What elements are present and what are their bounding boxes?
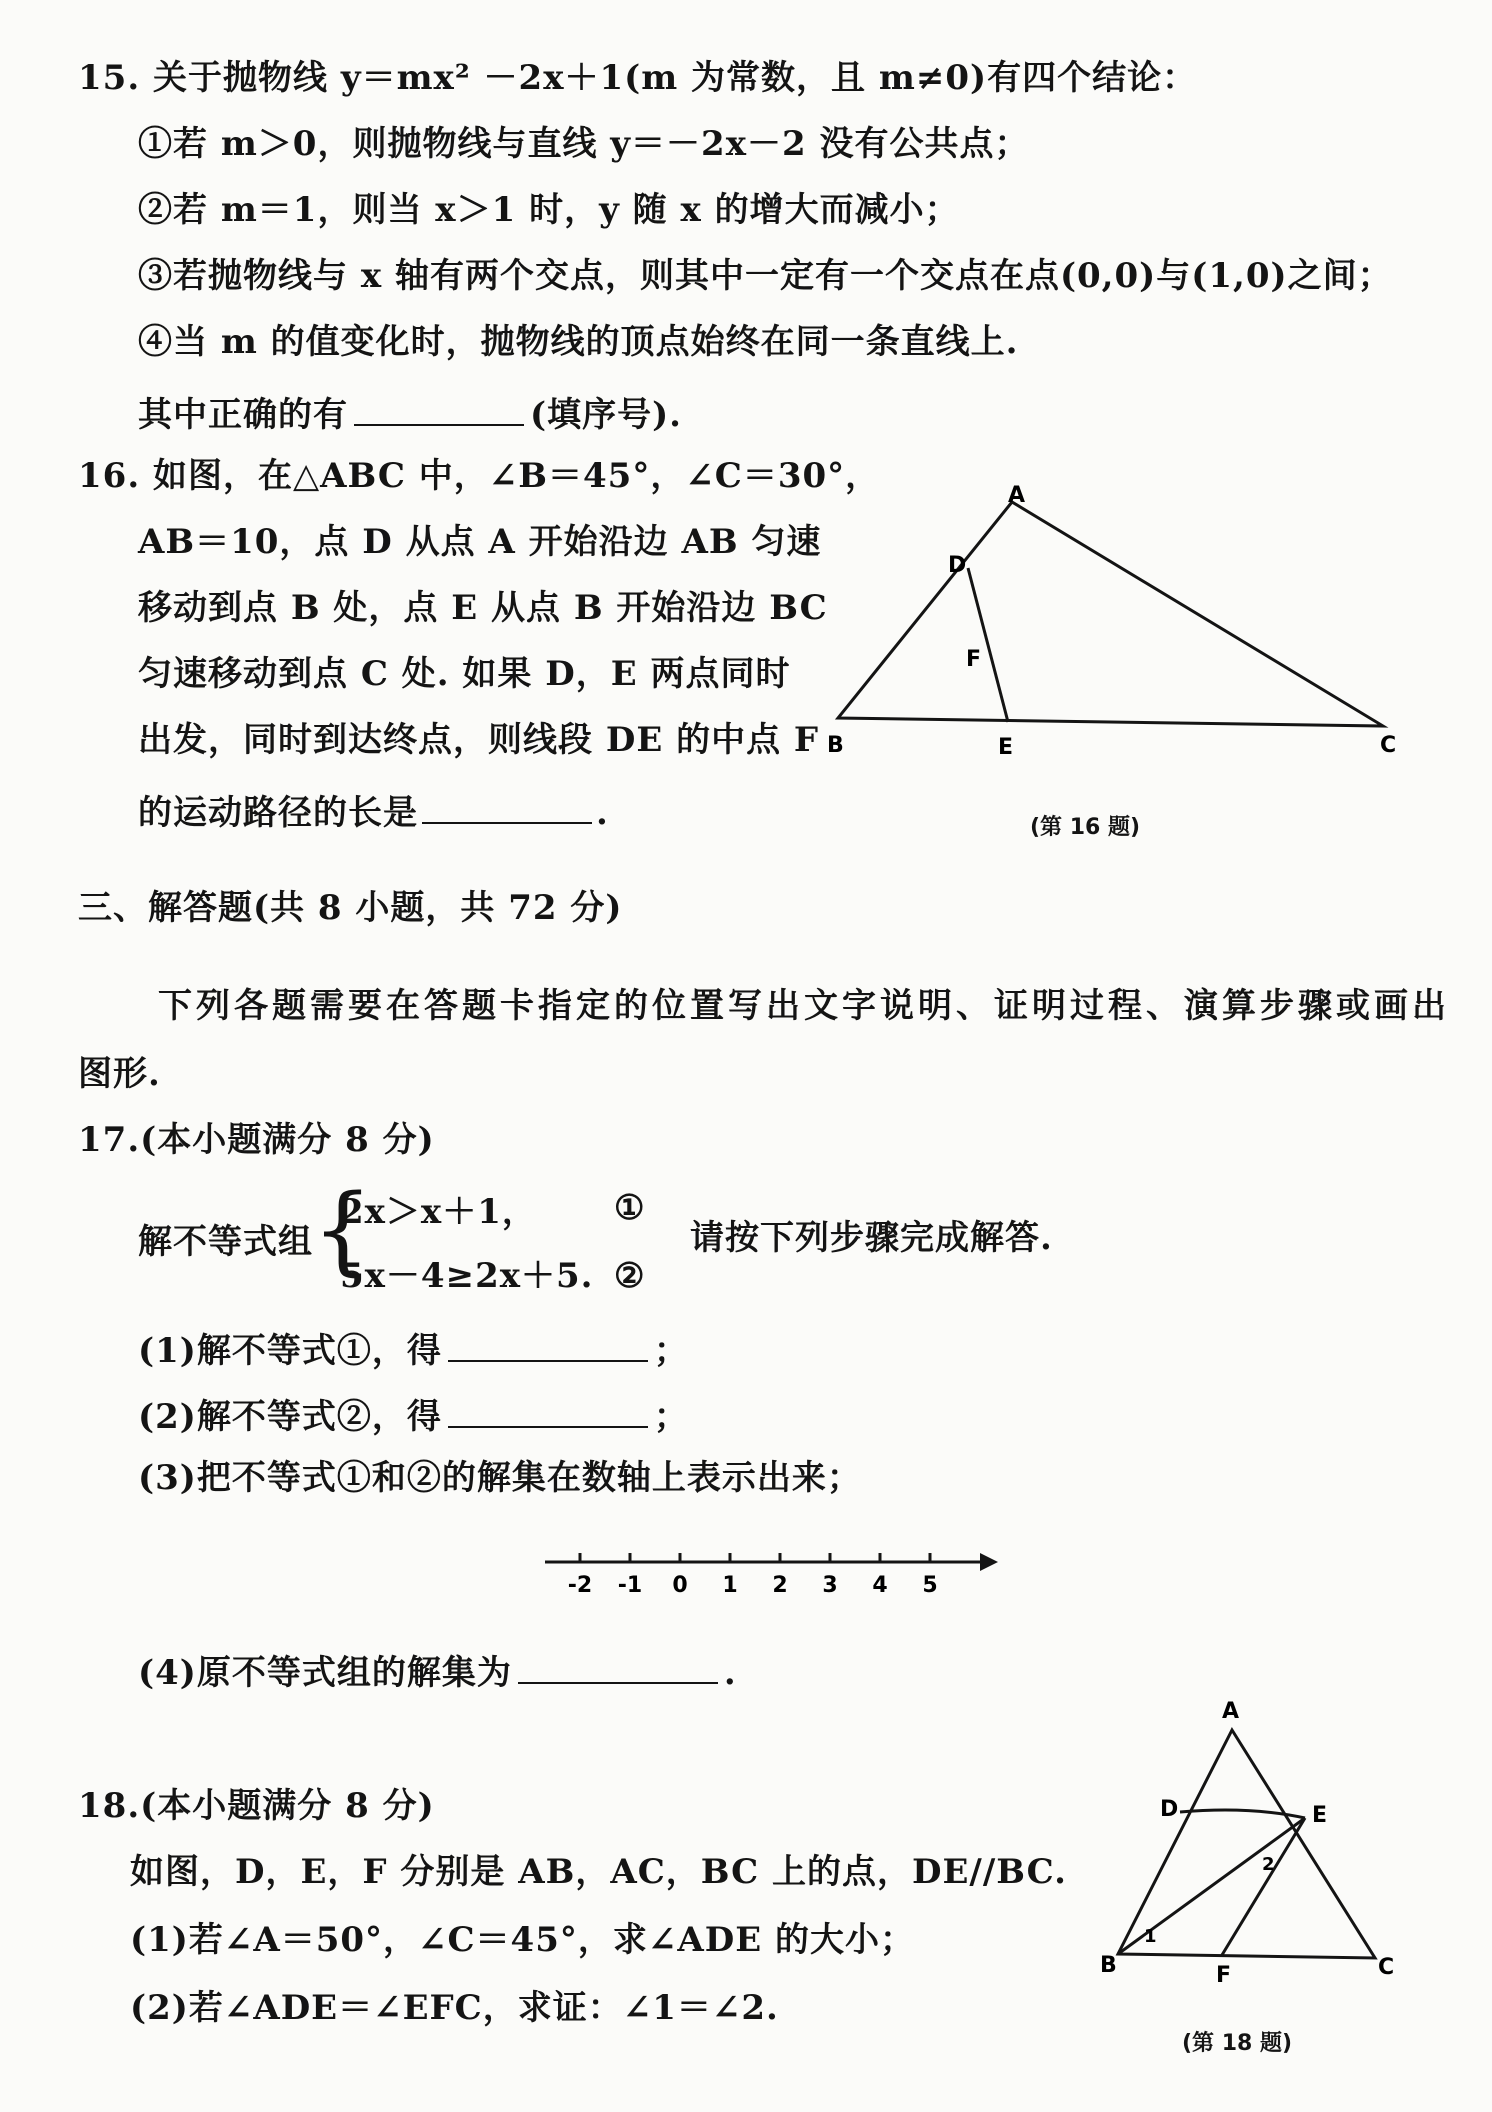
q17-axis-tick-label: -1	[617, 1573, 643, 1598]
q17-step-4-text: (4)原不等式组的解集为	[138, 1653, 512, 1693]
q17-axis-tick-label: 4	[872, 1573, 888, 1598]
q18-label-c: C	[1378, 1955, 1395, 1980]
section3-intro-line-2: 图形.	[78, 1054, 161, 1094]
q18-line-3: (2)若∠ADE＝∠EFC，求证：∠1＝∠2.	[130, 1988, 779, 2028]
q16-label-c: C	[1380, 733, 1397, 758]
q15-ask-suffix: (填序号).	[530, 395, 683, 435]
q18-line-1: 如图，D，E，F 分别是 AB，AC，BC 上的点，DE//BC.	[130, 1852, 1067, 1892]
q18-figure-caption: (第 18 题)	[1182, 2031, 1293, 2056]
q17-brace: {	[312, 1174, 374, 1286]
q17-step-1-text: (1)解不等式①，得	[138, 1331, 442, 1371]
q17-step-3: (3)把不等式①和②的解集在数轴上表示出来；	[138, 1458, 862, 1498]
q15-conclusion-2: ②若 m＝1，则当 x＞1 时，y 随 x 的增大而减小；	[138, 190, 960, 230]
q16-label-b: B	[827, 733, 844, 758]
q17-step-1-semicolon: ；	[653, 1331, 689, 1371]
q16-ask-suffix: .	[596, 793, 609, 833]
q17-step-2-text: (2)解不等式②，得	[138, 1397, 442, 1437]
q15-conclusion-3: ③若抛物线与 x 轴有两个交点，则其中一定有一个交点在点(0,0)与(1,0)之间；	[138, 256, 1393, 296]
q18-label-a: A	[1222, 1699, 1240, 1724]
q17-step-4-period: .	[723, 1653, 737, 1693]
q16-line-5: 出发，同时到达终点，则线段 DE 的中点 F	[138, 720, 820, 760]
q16-label-e: E	[998, 735, 1014, 760]
q16-ask-text: 的运动路径的长是	[138, 793, 418, 833]
q16-label-a: A	[1008, 483, 1026, 508]
q17-tag-2: ②	[614, 1256, 646, 1296]
q18-segment-ef	[1222, 1818, 1305, 1955]
q17-axis-tick-label: 0	[672, 1573, 688, 1598]
q16-line-2: AB＝10，点 D 从点 A 开始沿边 AB 匀速	[138, 522, 822, 562]
q17-axis-tick-label: 5	[922, 1573, 938, 1598]
q15-conclusion-4: ④当 m 的值变化时，抛物线的顶点始终在同一条直线上.	[138, 322, 1019, 362]
q17-solve-label: 解不等式组	[138, 1222, 313, 1262]
q16-label-f: F	[966, 647, 982, 672]
q18-label-b: B	[1100, 1953, 1117, 1978]
q18-label-d: D	[1160, 1797, 1179, 1822]
q15-conclusion-1: ①若 m＞0，则抛物线与直线 y＝－2x－2 没有公共点；	[138, 124, 1030, 164]
q15-stem: 15. 关于抛物线 y＝mx² －2x＋1(m 为常数，且 m≠0)有四个结论：	[78, 58, 1198, 98]
section3-title: 三、解答题(共 8 小题，共 72 分)	[78, 888, 623, 928]
q17-tag-1: ①	[614, 1188, 646, 1228]
q17-inequality-2: 5x－4≥2x＋5.	[340, 1256, 594, 1296]
q18-angle-1: 1	[1144, 1926, 1157, 1947]
q17-axis-tick-label: 2	[772, 1573, 788, 1598]
q17-axis-tick-label: 1	[722, 1573, 738, 1598]
q18-label-f: F	[1216, 1963, 1232, 1988]
q18-header: 18.(本小题满分 8 分)	[78, 1786, 435, 1826]
q17-axis-tick-label: 3	[822, 1573, 838, 1598]
q18-line-2: (1)若∠A＝50°，∠C＝45°，求∠ADE 的大小；	[130, 1920, 915, 1960]
q18-label-e: E	[1312, 1803, 1328, 1828]
q16-line-1: 16. 如图，在△ABC 中，∠B＝45°，∠C＝30°，	[78, 456, 881, 496]
q16-line-4: 匀速移动到点 C 处. 如果 D，E 两点同时	[138, 654, 791, 694]
section3-intro-line-1: 下列各题需要在答题卡指定的位置写出文字说明、证明过程、演算步骤或画出	[158, 986, 1450, 1026]
q15-ask-text: 其中正确的有	[138, 395, 348, 435]
q17-header: 17.(本小题满分 8 分)	[78, 1120, 435, 1160]
q16-line-3: 移动到点 B 处，点 E 从点 B 开始沿边 BC	[138, 588, 828, 628]
q17-step-2-semicolon: ；	[653, 1397, 689, 1437]
q18-triangle-abc	[1118, 1730, 1375, 1958]
q18-angle-2: 2	[1262, 1854, 1275, 1875]
q17-instruction: 请按下列步骤完成解答.	[690, 1218, 1053, 1258]
q16-label-d: D	[948, 553, 967, 578]
q16-figure-caption: (第 16 题)	[1030, 815, 1141, 840]
q17-axis-tick-label: -2	[567, 1573, 593, 1598]
q17-inequality-1: 2x＞x＋1，	[340, 1192, 537, 1232]
